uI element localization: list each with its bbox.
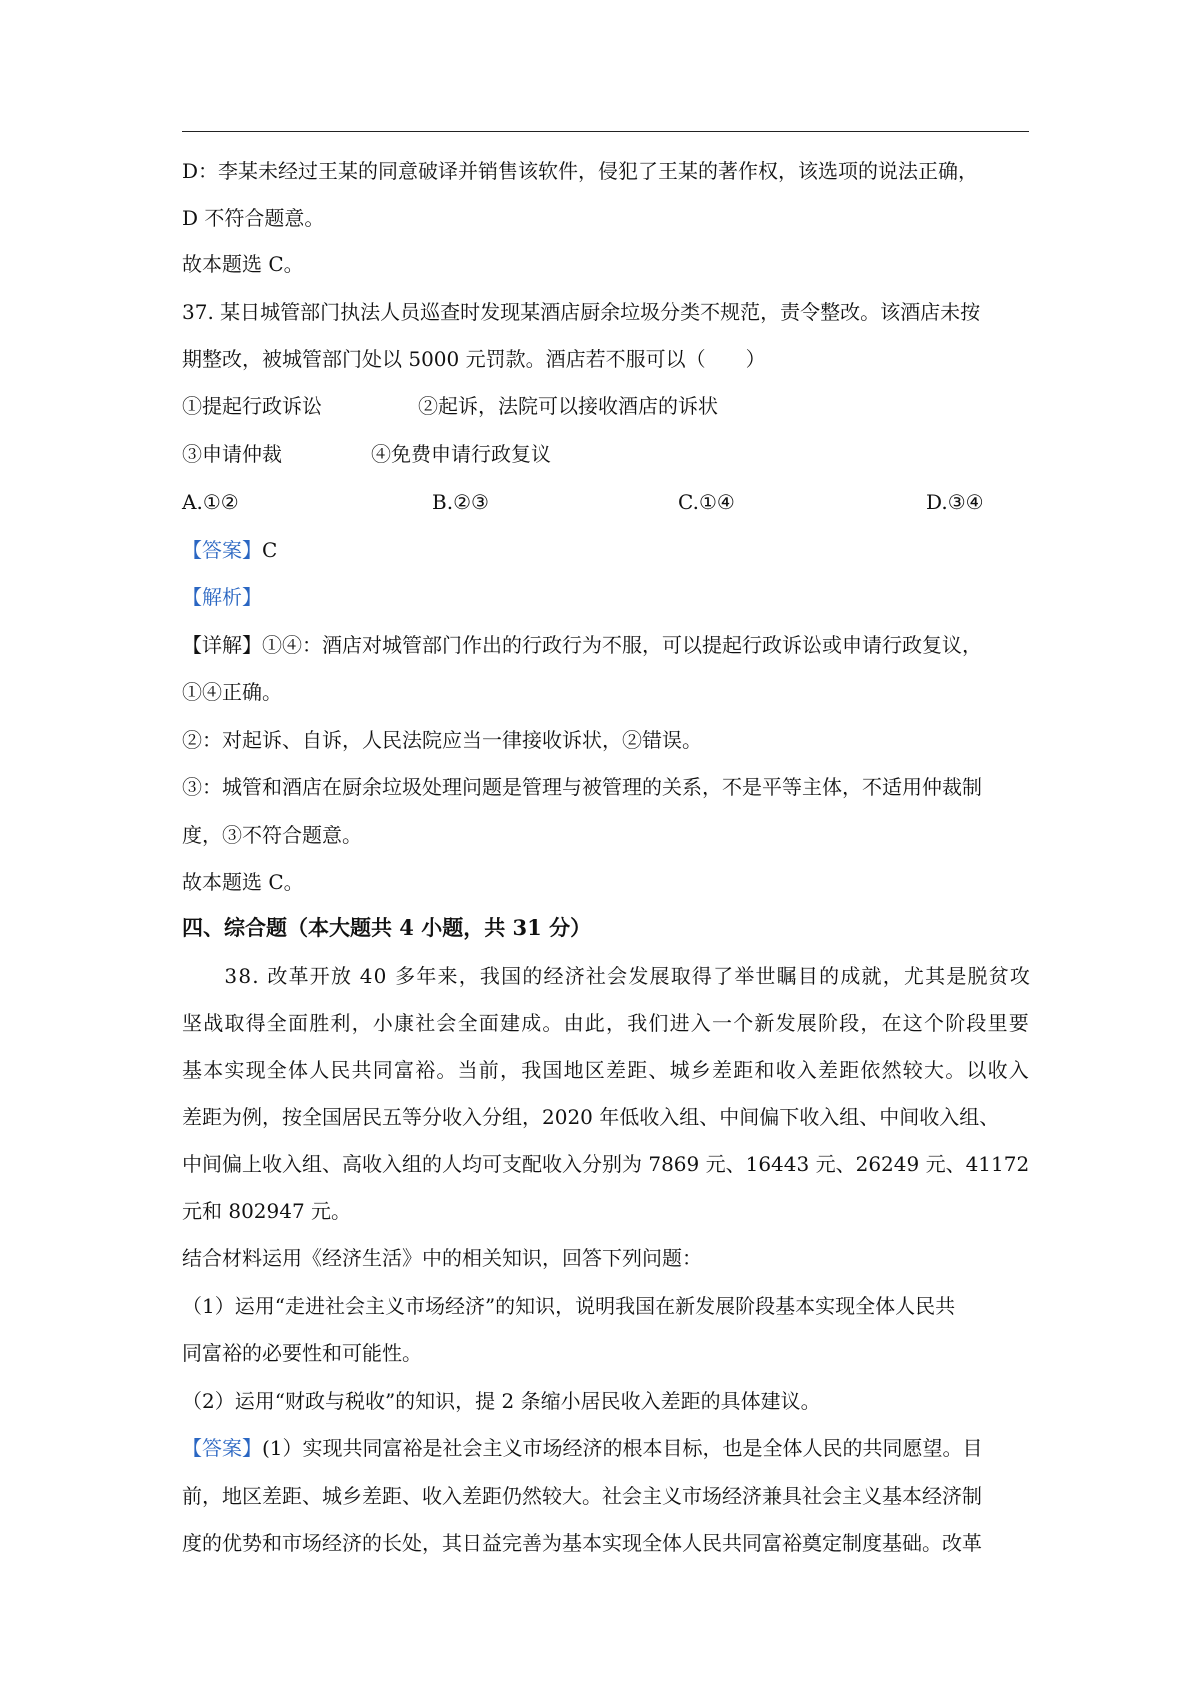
q38-answer-text: (1）实现共同富裕是社会主义市场经济的根本目标，也是全体人民的共同愿望。目: [262, 1436, 983, 1460]
statement-item-2: ②起诉，法院可以接收酒店的诉状: [418, 394, 718, 418]
detail-line2: ①④正确。: [182, 680, 282, 704]
q38-material-line5: 中间偏上收入组、高收入组的人均可支配收入分别为 7869 元、16443 元、26249 元、41172: [182, 1152, 1030, 1176]
q38-answer-line3: 度的优势和市场经济的长处，其日益完善为基本实现全体人民共同富裕奠定制度基础。改革: [182, 1531, 982, 1555]
statement-item-3: ③申请仲裁: [182, 442, 282, 466]
section-heading: 四、综合题（本大题共 4 小题，共 31 分）: [182, 915, 592, 940]
q37-analysis-line: [182, 584, 262, 610]
detail-line1: [182, 632, 982, 658]
option-d-explanation-line2: D 不符合题意。: [182, 206, 325, 230]
detail-line4: ③：城管和酒店在厨余垃圾处理问题是管理与被管理的关系，不是平等主体，不适用仲裁制: [182, 775, 982, 799]
choice-d-value: ③④: [947, 490, 984, 514]
q38-answer-line2: 前，地区差距、城乡差距、收入差距仍然较大。社会主义市场经济兼具社会主义基本经济制: [182, 1484, 982, 1508]
choice-a-value: ①②: [202, 490, 239, 514]
choice-c-value: ①④: [698, 490, 735, 514]
statement-item-1: ①提起行政诉讼: [182, 394, 322, 418]
statement-item-4: ④免费申请行政复议: [371, 442, 551, 466]
answer-tag: 【答案】: [182, 538, 262, 562]
q38-material-line6: 元和 802947 元。: [182, 1199, 352, 1223]
q38-sub1-line1: （1）运用“走进社会主义市场经济”的知识，说明我国在新发展阶段基本实现全体人民共: [182, 1294, 956, 1318]
q38-prompt: 结合材料运用《经济生活》中的相关知识，回答下列问题：: [182, 1246, 702, 1270]
choice-d-letter: D.: [926, 490, 948, 514]
q38-material-line2: 坚战取得全面胜利，小康社会全面建成。由此，我们进入一个新发展阶段，在这个阶段里要: [182, 1011, 1030, 1035]
q38-sub1-line2: 同富裕的必要性和可能性。: [182, 1341, 422, 1365]
choice-b-value: ②③: [453, 490, 489, 514]
q37-answer-line: [182, 537, 277, 563]
answer-value: C: [262, 538, 278, 562]
choice-a-letter: A.: [182, 490, 203, 514]
detail-line3: ②：对起诉、自诉，人民法院应当一律接收诉状，②错误。: [182, 728, 702, 752]
q38-material-line3: 基本实现全体人民共同富裕。当前，我国地区差距、城乡差距和收入差距依然较大。以收入: [182, 1058, 1030, 1082]
q37-stem-line2: 期整改，被城管部门处以 5000 元罚款。酒店若不服可以（ ）: [182, 347, 766, 371]
q36-conclusion: 故本题选 C。: [182, 252, 304, 276]
choice-b: [432, 489, 489, 515]
header-rule: [182, 131, 1029, 132]
q38-answer-line1: [182, 1435, 983, 1461]
detail-tag: 【详解】: [182, 633, 262, 657]
choice-a: [182, 489, 239, 515]
choice-c: [678, 489, 735, 515]
option-d-explanation-line1: D：李某未经过王某的同意破译并销售该软件，侵犯了王某的著作权，该选项的说法正确，: [182, 159, 979, 183]
q37-stem-line1: 37. 某日城管部门执法人员巡查时发现某酒店厨余垃圾分类不规范，责令整改。该酒店未按: [182, 300, 981, 324]
detail-line5: 度，③不符合题意。: [182, 823, 362, 847]
choice-d: [926, 489, 984, 515]
q38-sub2: （2）运用“财政与税收”的知识，提 2 条缩小居民收入差距的具体建议。: [182, 1389, 821, 1413]
q37-conclusion: 故本题选 C。: [182, 870, 304, 894]
q38-answer-tag: 【答案】: [182, 1436, 262, 1460]
detail-text: ①④：酒店对城管部门作出的行政行为不服，可以提起行政诉讼或申请行政复议，: [262, 633, 982, 657]
choice-c-letter: C.: [678, 490, 699, 514]
q38-material-line4: 差距为例，按全国居民五等分收入分组，2020 年低收入组、中间偏下收入组、中间收入组、: [182, 1105, 1000, 1129]
q38-material-line1: 38. 改革开放 40 多年来，我国的经济社会发展取得了举世瞩目的成就，尤其是脱贫攻: [182, 964, 1032, 988]
analysis-tag: 【解析】: [182, 585, 262, 609]
choice-b-letter: B.: [432, 490, 454, 514]
